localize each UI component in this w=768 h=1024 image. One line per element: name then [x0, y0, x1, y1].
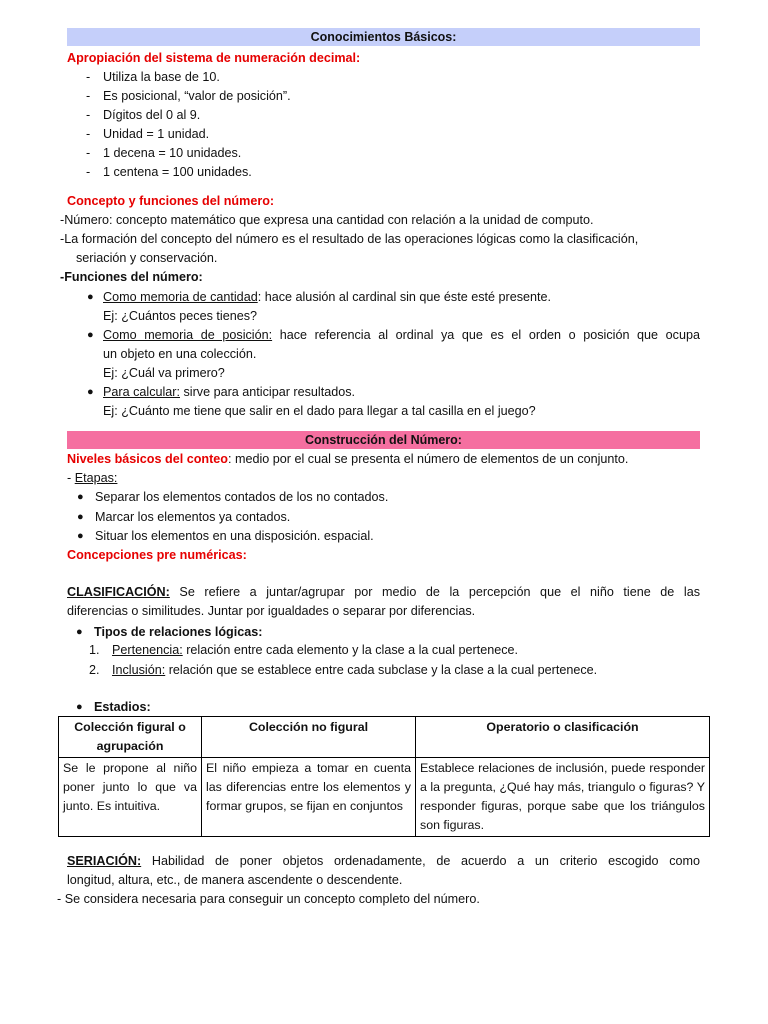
list-item: Dígitos del 0 al 9.: [103, 108, 201, 122]
list-dash: -: [86, 146, 91, 160]
tipo-text: relación que se establece entre cada subclase y la clase a la cual pertenece.: [165, 663, 598, 677]
niveles-title: Niveles básicos del conteo: [67, 452, 228, 466]
seriacion-line: [67, 852, 700, 871]
clasificacion-label: CLASIFICACIÓN:: [67, 585, 170, 599]
concepto-line: seriación y conservación.: [76, 251, 218, 265]
section-header-construccion: Construcción del Número:: [67, 431, 700, 449]
bullet-icon: ●: [77, 530, 84, 542]
apropiacion-title: Apropiación del sistema de numeración decimal:: [67, 51, 361, 65]
etapas-line: [67, 469, 117, 488]
niveles-text: : medio por el cual se presenta el número de elementos de un conjunto.: [227, 452, 629, 466]
tipo-number: 2.: [89, 663, 100, 677]
list-dash: -: [86, 89, 91, 103]
tipo-label: Pertenencia:: [112, 643, 183, 657]
estadios-table: [58, 716, 710, 837]
list-dash: -: [86, 127, 91, 141]
funcion-text: sirve para anticipar resultados.: [180, 385, 355, 399]
table-cell: Se le propone al niño poner junto lo que va junto. Es intuitiva.: [59, 758, 202, 837]
etapa-item: Separar los elementos contados de los no contados.: [95, 490, 389, 504]
clasificacion-line: diferencias o similitudes. Juntar por igualdades o separar por diferencias.: [67, 604, 476, 618]
funcion-item: [103, 288, 551, 307]
bullet-icon: ●: [87, 291, 94, 303]
tipo-label: Inclusión:: [112, 663, 166, 677]
section-header-conocimientos: Conocimientos Básicos:: [67, 28, 700, 46]
funcion-text-cont: un objeto en una colección.: [103, 347, 257, 361]
table-header-cell: Colección figural o agrupación: [59, 717, 202, 758]
clasificacion-text: Se refiere a juntar/agrupar por medio de la percepción que el niño tiene de las: [169, 585, 700, 599]
estadios-title: Estadios:: [94, 700, 151, 714]
funcion-label: Como memoria de posición:: [103, 328, 273, 342]
bullet-icon: ●: [87, 329, 94, 341]
list-dash: -: [86, 70, 91, 84]
etapas-label: Etapas:: [74, 471, 118, 485]
table-header-cell: Operatorio o clasificación: [416, 717, 710, 758]
funcion-example: Ej: ¿Cuál va primero?: [103, 366, 225, 380]
funcion-item: [103, 383, 355, 402]
funcion-example: Ej: ¿Cuántos peces tienes?: [103, 309, 258, 323]
funcion-example: Ej: ¿Cuánto me tiene que salir en el dado para llegar a tal casilla en el juego?: [103, 404, 536, 418]
list-item: 1 centena = 100 unidades.: [103, 165, 252, 179]
concepto-line: -Número: concepto matemático que expresa una cantidad con relación a la unidad de computo.: [60, 213, 594, 227]
table-header-cell: Colección no figural: [202, 717, 416, 758]
concepto-title: Concepto y funciones del número:: [67, 194, 275, 208]
seriacion-line: - Se considera necesaria para conseguir un concepto completo del número.: [57, 892, 480, 906]
tipo-number: 1.: [89, 643, 100, 657]
tipo-text: relación entre cada elemento y la clase a la cual pertenece.: [182, 643, 519, 657]
table-row: [59, 758, 710, 837]
funcion-label: Para calcular:: [103, 385, 180, 399]
tipo-item: [112, 641, 518, 660]
bullet-icon: ●: [77, 491, 84, 503]
list-item: Es posicional, “valor de posición”.: [103, 89, 291, 103]
funcion-label: Como memoria de cantidad: [103, 290, 258, 304]
table-cell: Establece relaciones de inclusión, puede responder a la pregunta, ¿Qué hay más, triangulo o figuras? Y responder figuras, porque sabe que los triángulos son figuras.: [416, 758, 710, 837]
bullet-icon: ●: [76, 701, 83, 713]
tipo-item: [112, 661, 597, 680]
table-header-row: [59, 717, 710, 758]
seriacion-label: SERIACIÓN:: [67, 854, 142, 868]
list-item: Utiliza la base de 10.: [103, 70, 220, 84]
bullet-icon: ●: [76, 626, 83, 638]
bullet-icon: ●: [77, 511, 84, 523]
funcion-item: [103, 326, 700, 345]
list-item: 1 decena = 10 unidades.: [103, 146, 242, 160]
concepto-line: -La formación del concepto del número es el resultado de las operaciones lógicas como la clasificación,: [60, 232, 639, 246]
etapa-item: Situar los elementos en una disposición. espacial.: [95, 529, 374, 543]
list-dash: -: [86, 108, 91, 122]
funciones-title: -Funciones del número:: [60, 270, 203, 284]
bullet-icon: ●: [87, 386, 94, 398]
niveles-line: [67, 450, 628, 469]
funcion-text: : hace alusión al cardinal sin que éste esté presente.: [257, 290, 552, 304]
table-cell: El niño empieza a tomar en cuenta las diferencias entre los elementos y formar grupos, se fijan en conjuntos: [202, 758, 416, 837]
seriacion-text: Habilidad de poner objetos ordenadamente, de acuerdo a un criterio escogido como: [141, 854, 700, 868]
list-item: Unidad = 1 unidad.: [103, 127, 210, 141]
clasificacion-line: [67, 583, 700, 602]
etapas-prefix: -: [67, 471, 75, 485]
funcion-text: hace referencia al ordinal ya que es el orden o posición que ocupa: [272, 328, 700, 342]
etapa-item: Marcar los elementos ya contados.: [95, 510, 291, 524]
tipos-title: Tipos de relaciones lógicas:: [94, 625, 263, 639]
list-dash: -: [86, 165, 91, 179]
seriacion-line: longitud, altura, etc., de manera ascendente o descendente.: [67, 873, 403, 887]
prenumericas-title: Concepciones pre numéricas:: [67, 548, 247, 562]
